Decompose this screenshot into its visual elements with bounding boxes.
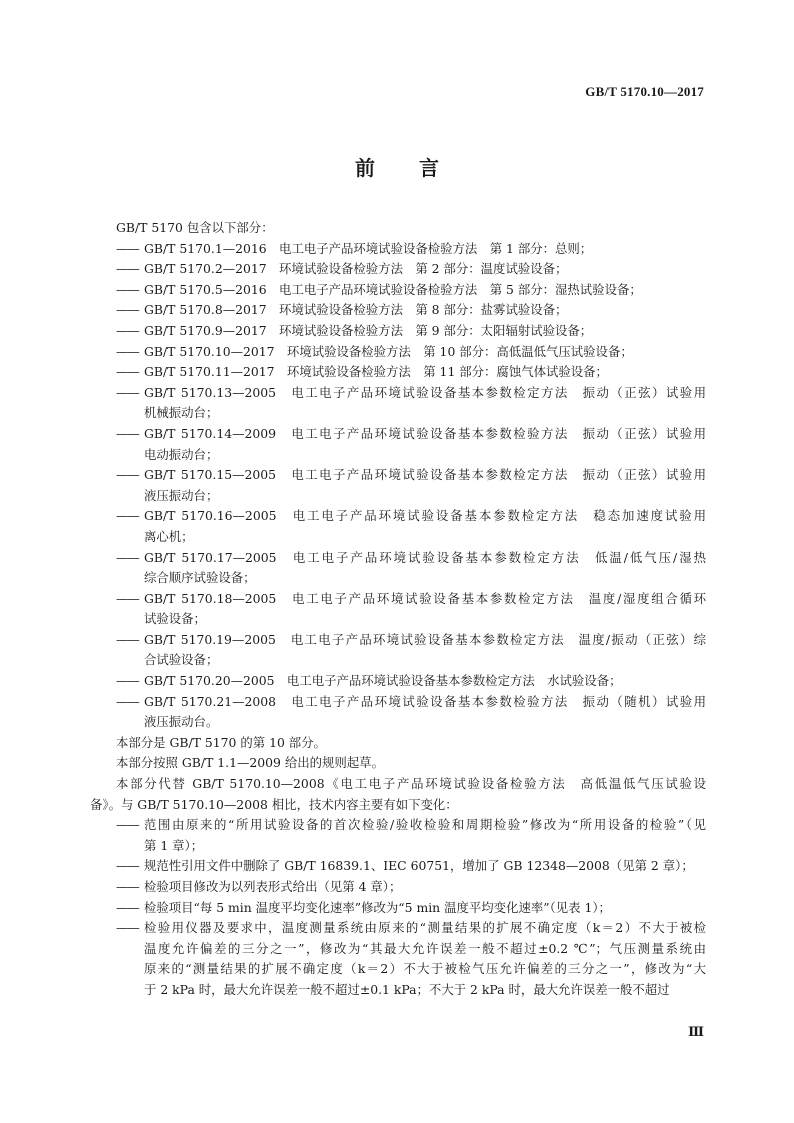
part-list-item-line: GB/T 5170.9—2017 环境试验设备检验方法 第 9 部分：太阳辐射试验设备； [144, 322, 593, 338]
em-dash-marker: —— [116, 508, 139, 524]
change-list-item-line: 温度允许偏差的三分之一”，修改为“其最大允许误差一般不超过±0.2 ℃”；气压测量系统由 [144, 940, 706, 956]
part-list-item [90, 630, 706, 671]
page-title: 前言 [355, 156, 483, 180]
page-number: Ⅲ [688, 1024, 704, 1039]
replaces-statement-line-2: 备》。与 GB/T 5170.10—2008 相比，技术内容主要有如下变化： [90, 796, 458, 812]
part-list-item-text [144, 280, 706, 301]
part-list-item [90, 362, 706, 383]
part-list-item [90, 506, 706, 547]
em-dash-marker: —— [116, 673, 139, 689]
change-list-item-line: 于 2 kPa 时，最大允许误差一般不超过±0.1 kPa；不大于 2 kPa 时，最大允许误差一般不超过 [144, 981, 670, 997]
change-list-item-text [144, 918, 706, 1000]
part-list-item-text [144, 321, 706, 342]
change-list-item-text [144, 898, 706, 919]
part-list-item-line: 液压振动台。 [144, 714, 219, 730]
part-list-item-text [144, 630, 706, 671]
part-list-item-line: GB/T 5170.5—2016 电工电子产品环境试验设备检验方法 第 5 部分：湿热试验设备； [144, 281, 642, 297]
part-list-item-text [144, 589, 706, 630]
em-dash-marker: —— [116, 425, 139, 441]
part-list-item-line: GB/T 5170.11—2017 环境试验设备检验方法 第 11 部分：腐蚀气体试验设备； [144, 364, 608, 380]
part-list-item-line: GB/T 5170.13—2005 电工电子产品环境试验设备基本参数检定方法 振动（正弦）试验用 [144, 384, 706, 400]
part-list-item-line: GB/T 5170.8—2017 环境试验设备检验方法 第 8 部分：盐雾试验设备； [144, 302, 568, 318]
part-list-item-text [144, 239, 706, 260]
part-list-item [90, 259, 706, 280]
change-list-item [90, 898, 706, 919]
part-list-item [90, 692, 706, 733]
em-dash-marker: —— [116, 364, 139, 380]
part-list-item [90, 424, 706, 465]
part-list-item [90, 280, 706, 301]
part-list-item-text [144, 259, 706, 280]
em-dash-marker: —— [116, 467, 139, 483]
drafting-rule-statement: 本部分按照 GB/T 1.1—2009 给出的规则起草。 [116, 755, 384, 771]
part-list-item-line: 合试验设备； [144, 652, 219, 668]
replaces-statement-line-1: 本部分代替 GB/T 5170.10—2008《电工电子产品环境试验设备检验方法 高低温低气压试验设 [116, 776, 706, 792]
part-list-item-line: GB/T 5170.15—2005 电工电子产品环境试验设备基本参数检定方法 振动（正弦）试验用 [144, 467, 706, 483]
part-list-item-text [144, 506, 706, 547]
change-list-item-line: 检验项目修改为以列表形式给出（见第 4 章）； [144, 879, 402, 894]
part-list-item [90, 239, 706, 260]
part-list-item-text [144, 465, 706, 506]
em-dash-marker: —— [116, 281, 139, 297]
em-dash-marker: —— [116, 240, 139, 256]
em-dash-marker: —— [116, 549, 139, 565]
part-list-item [90, 300, 706, 321]
change-list-item-line: 检验用仪器及要求中，温度测量系统由原来的“测量结果的扩展不确定度（k＝2）不大于被检 [144, 920, 706, 936]
part-list-item-line: GB/T 5170.19—2005 电工电子产品环境试验设备基本参数检定方法 温度/振动（正弦）综 [144, 631, 706, 647]
change-list-item-line: 规范性引用文件中删除了 GB/T 16839.1、IEC 60751，增加了 GB 12348—2008（见第 2 章）； [144, 858, 694, 874]
part-list-item-line: 试验设备； [144, 611, 206, 627]
intro-paragraph: GB/T 5170 包含以下部分： [116, 220, 274, 235]
part-list-item-line: GB/T 5170.1—2016 电工电子产品环境试验设备检验方法 第 1 部分：总则； [144, 240, 593, 256]
part-list-item-text [144, 424, 706, 465]
em-dash-marker: —— [116, 343, 139, 359]
change-list-item-line: 范围由原来的“所用试验设备的首次检验/验收检验和周期检验”修改为“所用设备的检验”（见 [144, 817, 706, 833]
part-list-item-text [144, 383, 706, 424]
part-list-item-line: 综合顺序试验设备； [144, 570, 256, 586]
em-dash-marker: —— [116, 817, 139, 833]
part-list-item-text [144, 300, 706, 321]
part-list-item-line: 离心机； [144, 528, 194, 544]
em-dash-marker: —— [116, 920, 139, 936]
change-list-item-line: 原来的“测量结果的扩展不确定度（k＝2）不大于被检气压允许偏差的三分之一”，修改为“大 [144, 961, 706, 977]
change-list-item [90, 815, 706, 856]
em-dash-marker: —— [116, 322, 139, 338]
em-dash-marker: —— [116, 858, 139, 874]
em-dash-marker: —— [116, 693, 139, 709]
part-list-item-line: 液压振动台； [144, 487, 219, 503]
change-list-item [90, 856, 706, 877]
em-dash-marker: —— [116, 879, 139, 894]
part-list-item [90, 465, 706, 506]
part-list-item [90, 671, 706, 692]
em-dash-marker: —— [116, 302, 139, 318]
part-list-item [90, 589, 706, 630]
change-list-item-line: 检验项目“每 5 min 温度平均变化速率”修改为“5 min 温度平均变化速率”（见表 1）； [144, 899, 611, 915]
part-list-item-text [144, 692, 706, 733]
change-list-item-text [144, 856, 706, 877]
part-list-item-line: GB/T 5170.16—2005 电工电子产品环境试验设备基本参数检定方法 稳态加速度试验用 [144, 508, 706, 524]
em-dash-marker: —— [116, 631, 139, 647]
part-list-item-line: GB/T 5170.20—2005 电工电子产品环境试验设备基本参数检定方法 水试验设备； [144, 673, 622, 689]
change-list-item-text [144, 877, 706, 898]
part-list-item-line: 电动振动台； [144, 446, 219, 462]
part-list-item-line: GB/T 5170.17—2005 电工电子产品环境试验设备基本参数检定方法 低温/低气压/湿热 [144, 549, 706, 565]
part-list-item-text [144, 548, 706, 589]
part-list-item-line: 机械振动台； [144, 405, 219, 421]
part-of-statement: 本部分是 GB/T 5170 的第 10 部分。 [116, 734, 326, 750]
change-list-item [90, 918, 706, 1000]
part-list-item-line: GB/T 5170.21—2008 电工电子产品环境试验设备基本参数检验方法 振动（随机）试验用 [144, 693, 706, 709]
em-dash-marker: —— [116, 384, 139, 400]
part-list-item [90, 548, 706, 589]
standard-code: GB/T 5170.10—2017 [585, 84, 704, 99]
part-list-item-line: GB/T 5170.14—2009 电工电子产品环境试验设备基本参数检验方法 振动（正弦）试验用 [144, 425, 706, 441]
part-list-item [90, 342, 706, 363]
change-list-item-text [144, 815, 706, 856]
changes-list [90, 815, 706, 1000]
part-list-item [90, 321, 706, 342]
em-dash-marker: —— [116, 590, 139, 606]
em-dash-marker: —— [116, 899, 139, 915]
part-list-item-line: GB/T 5170.18—2005 电工电子产品环境试验设备基本参数检定方法 温度/湿度组合循环 [144, 590, 706, 606]
part-list-item-line: GB/T 5170.2—2017 环境试验设备检验方法 第 2 部分：温度试验设备； [144, 261, 568, 277]
change-list-item [90, 877, 706, 898]
part-list-item-text [144, 362, 706, 383]
change-list-item-line: 第 1 章）； [144, 837, 204, 853]
foreword-body [90, 218, 706, 1001]
parts-list [90, 239, 706, 733]
part-list-item-line: GB/T 5170.10—2017 环境试验设备检验方法 第 10 部分：高低温低气压试验设备； [144, 343, 633, 359]
part-list-item-text [144, 671, 706, 692]
part-list-item [90, 383, 706, 424]
em-dash-marker: —— [116, 261, 139, 277]
part-list-item-text [144, 342, 706, 363]
